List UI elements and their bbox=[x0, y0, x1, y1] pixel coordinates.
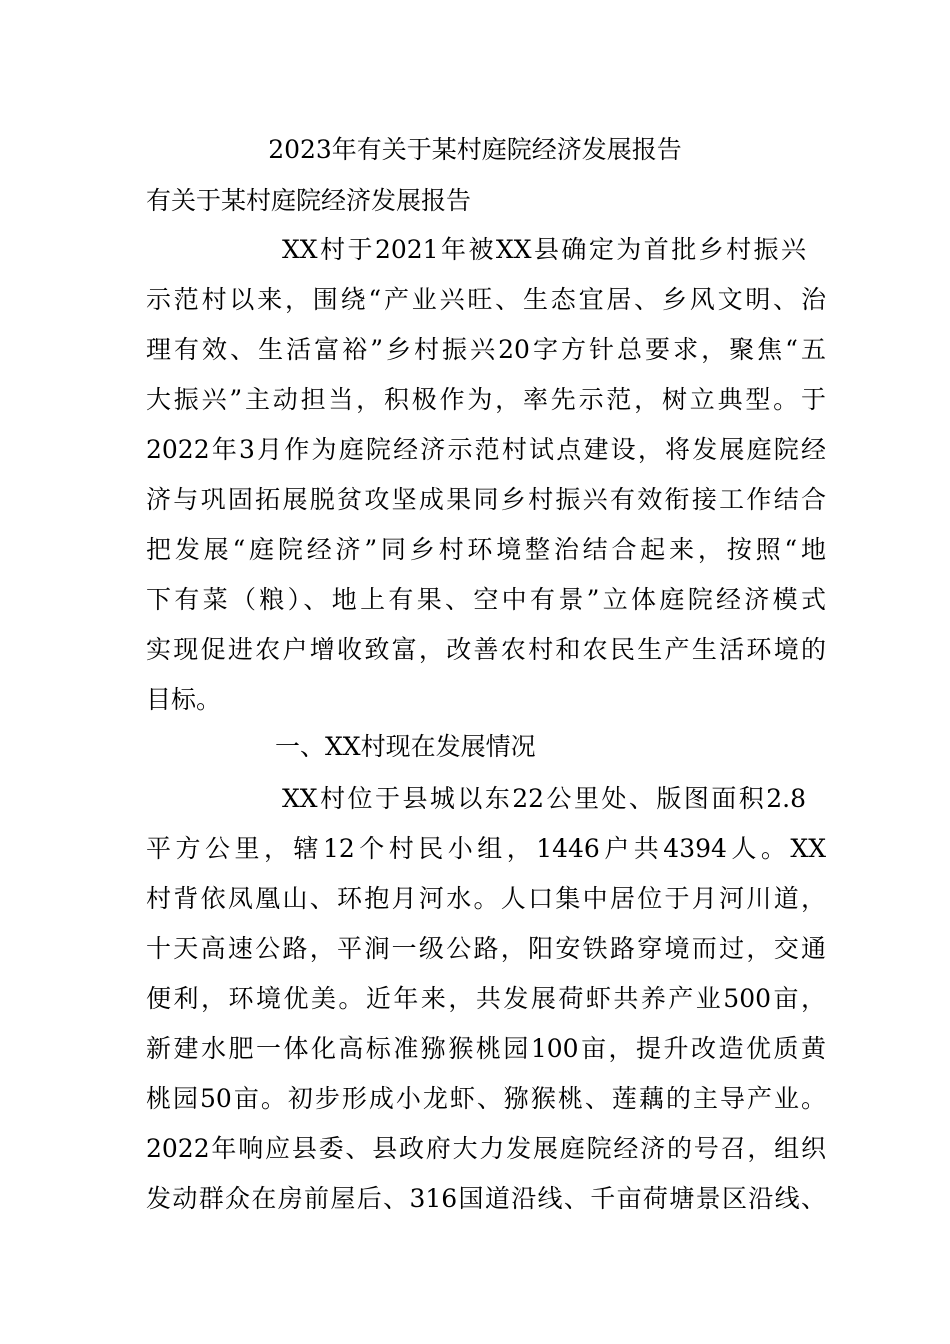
paragraph-line: 济与巩固拓展脱贫攻坚成果同乡村振兴有效衔接工作结合 bbox=[146, 485, 826, 514]
paragraph-line: 实现促进农户增收致富，改善农村和农民生产生活环境的 bbox=[146, 635, 826, 664]
paragraph-line: 便利，环境优美。近年来，共发展荷虾共养产业500亩， bbox=[146, 984, 826, 1013]
paragraph-line: 发动群众在房前屋后、316国道沿线、千亩荷塘景区沿线、 bbox=[146, 1184, 826, 1213]
paragraph-line: 2022年响应县委、县政府大力发展庭院经济的号召，组织 bbox=[146, 1134, 826, 1163]
paragraph-line: 桃园50亩。初步形成小龙虾、猕猴桃、莲藕的主导产业。 bbox=[146, 1084, 826, 1113]
paragraph-line: 新建水肥一体化高标准猕猴桃园100亩，提升改造优质黄 bbox=[146, 1034, 826, 1063]
paragraph-line: 目标。 bbox=[146, 685, 222, 714]
paragraph-line: 2022年3月作为庭院经济示范村试点建设，将发展庭院经 bbox=[146, 435, 826, 464]
document-title: 2023年有关于某村庭院经济发展报告 bbox=[268, 135, 682, 164]
paragraph-line: XX村于2021年被XX县确定为首批乡村振兴 bbox=[282, 235, 806, 264]
paragraph-line: 村背依凤凰山、环抱月河水。人口集中居位于月河川道， bbox=[146, 884, 826, 913]
paragraph-line: 下有菜（粮）、地上有果、空中有景”立体庭院经济模式 bbox=[146, 585, 826, 614]
paragraph-line: 大振兴”主动担当，积极作为，率先示范，树立典型。于 bbox=[146, 385, 826, 414]
section-heading: 一、XX村现在发展情况 bbox=[275, 732, 536, 761]
paragraph-line: 把发展“庭院经济”同乡村环境整治结合起来，按照“地 bbox=[146, 535, 826, 564]
paragraph-line: 十天高速公路，平涧一级公路，阳安铁路穿境而过，交通 bbox=[146, 934, 826, 963]
paragraph-line: 平方公里，辖12个村民小组，1446户共4394人。XX bbox=[146, 834, 826, 863]
paragraph-line: XX村位于县城以东22公里处、版图面积2.8 bbox=[282, 784, 806, 813]
paragraph-line: 理有效、生活富裕”乡村振兴20字方针总要求，聚焦“五 bbox=[146, 335, 826, 364]
document-subtitle: 有关于某村庭院经济发展报告 bbox=[146, 186, 472, 215]
paragraph-line: 示范村以来，围绕“产业兴旺、生态宜居、乡风文明、治 bbox=[146, 285, 826, 314]
